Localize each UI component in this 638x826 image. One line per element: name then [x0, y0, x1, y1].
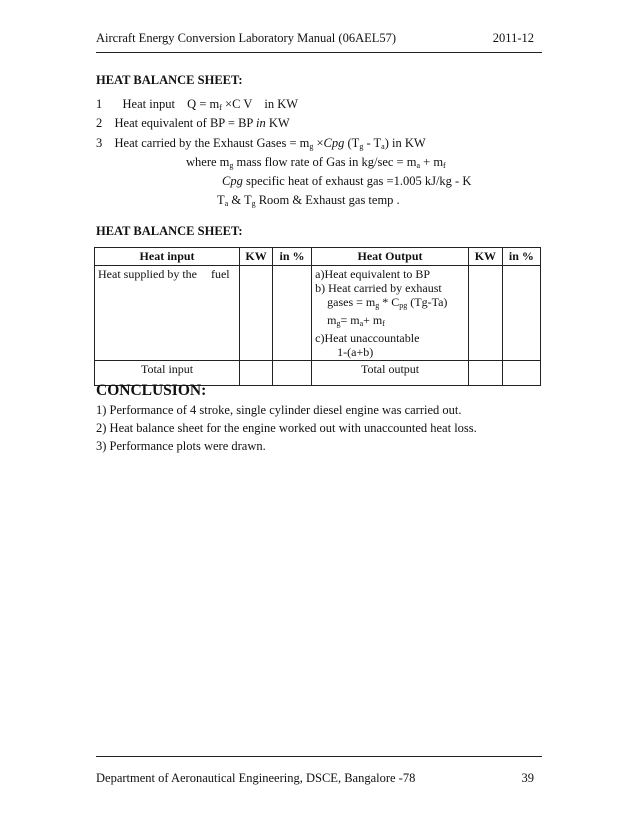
eq-number: 1 [96, 97, 103, 111]
cell-part: + m [363, 313, 383, 327]
percent-cell [502, 361, 540, 386]
where-part: Room & Exhaust gas temp . [258, 193, 400, 207]
cell-text: fuel [210, 267, 230, 281]
cell-part: (Tg-Ta) [410, 295, 448, 309]
cell-part: gases = m [327, 295, 376, 309]
eq-part: × [316, 136, 324, 150]
table-row [95, 266, 541, 361]
conclusion-title: CONCLUSION: [96, 382, 207, 399]
heat-balance-table [94, 247, 541, 386]
eq-unit: KW [268, 116, 290, 130]
cell-sub: g [375, 301, 380, 310]
eq-lhs: Q = m [187, 97, 220, 111]
where-text: specific heat of exhaust gas =1.005 kJ/kg - K [245, 174, 472, 188]
kw-cell [240, 361, 273, 386]
header-title: Aircraft Energy Conversion Laboratory Manual (06AEL57) [96, 31, 397, 45]
cell-sub: f [382, 319, 385, 328]
col-header: in % [272, 248, 311, 266]
eq-label: Heat input [122, 97, 175, 111]
eq-sub: a [381, 142, 385, 151]
eq-part: = m [289, 136, 310, 150]
where-sub: g [251, 199, 256, 208]
cell-text: c)Heat unaccountable [315, 331, 420, 345]
cell-sub: pg [399, 301, 408, 310]
footer-department: Department of Aeronautical Engineering, DSCE, Bangalore -78 [96, 771, 416, 785]
cell-formula [315, 313, 465, 331]
where-sub: a [224, 199, 229, 208]
eq-label: Heat carried by the Exhaust Gases [114, 136, 287, 150]
where-specific-heat [222, 174, 471, 189]
conclusion-item: 3) Performance plots were drawn. [96, 439, 266, 453]
cell-part: m [327, 313, 337, 327]
col-header: Heat Output [312, 248, 469, 266]
where-sub: f [443, 161, 446, 170]
percent-cell [502, 266, 540, 361]
cell-sub: a [359, 319, 364, 328]
kw-cell [468, 266, 502, 361]
total-output-cell: Total output [312, 361, 469, 386]
conclusion-item: 2) Heat balance sheet for the engine worked out with unaccounted heat loss. [96, 421, 477, 435]
eq-unit: in KW [392, 136, 426, 150]
equation-heat-equivalent [96, 116, 290, 131]
kw-cell [468, 361, 502, 386]
cell-part: * C [382, 295, 400, 309]
col-header: KW [240, 248, 273, 266]
table-header-row [95, 248, 541, 266]
eq-part: (T [347, 136, 360, 150]
cell-text: 1-(a+b) [337, 345, 374, 359]
equation-heat-input [96, 97, 298, 112]
kw-cell [240, 266, 273, 361]
eq-italic: Cpg [323, 136, 345, 150]
total-input-cell: Total input [95, 361, 240, 386]
header-year: 2011-12 [492, 31, 534, 45]
where-mass-flow [186, 155, 446, 170]
section-title-heat-balance-table: HEAT BALANCE SHEET: [96, 224, 243, 238]
eq-sub: g [359, 142, 364, 151]
eq-italic: in [256, 116, 266, 130]
eq-sub: g [309, 142, 314, 151]
cell-text: a)Heat equivalent to BP [315, 267, 431, 281]
section-title-heat-balance: HEAT BALANCE SHEET: [96, 73, 243, 87]
equation-exhaust-heat [96, 136, 426, 151]
eq-number: 2 [96, 116, 103, 130]
eq-text: BP = BP [209, 116, 253, 130]
where-part: mass flow rate of Gas in kg/sec = m [236, 155, 417, 169]
where-sub: g [229, 161, 234, 170]
eq-label: Heat equivalent of [114, 116, 207, 130]
where-italic: Cpg [222, 174, 243, 188]
conclusion-item: 1) Performance of 4 stroke, single cylinder diesel engine was carried out. [96, 403, 462, 417]
cell-text: Heat supplied by the [98, 267, 197, 281]
eq-number: 3 [96, 136, 103, 150]
where-part: & T [231, 193, 252, 207]
cell-text: b) Heat carried by exhaust [315, 281, 442, 295]
cell-part: = m [340, 313, 360, 327]
footer-rule [96, 756, 542, 757]
eq-unit: in KW [264, 97, 299, 111]
eq-sub: f [219, 103, 222, 112]
where-temperatures [217, 193, 400, 208]
eq-part: ) [384, 136, 389, 150]
header-rule [96, 52, 542, 53]
heat-input-cell [95, 266, 240, 361]
where-part: T [217, 193, 225, 207]
percent-cell [272, 266, 311, 361]
page-number: 39 [521, 771, 534, 785]
eq-rhs: ×C V [225, 97, 253, 111]
where-sub: a [416, 161, 421, 170]
cell-formula [315, 295, 465, 313]
where-part: + m [423, 155, 444, 169]
col-header: in % [502, 248, 540, 266]
cell-sub: g [336, 319, 341, 328]
col-header: KW [468, 248, 502, 266]
where-part: where m [186, 155, 230, 169]
percent-cell [272, 361, 311, 386]
eq-part: - T [366, 136, 382, 150]
col-header: Heat input [95, 248, 240, 266]
heat-output-cell [312, 266, 469, 361]
